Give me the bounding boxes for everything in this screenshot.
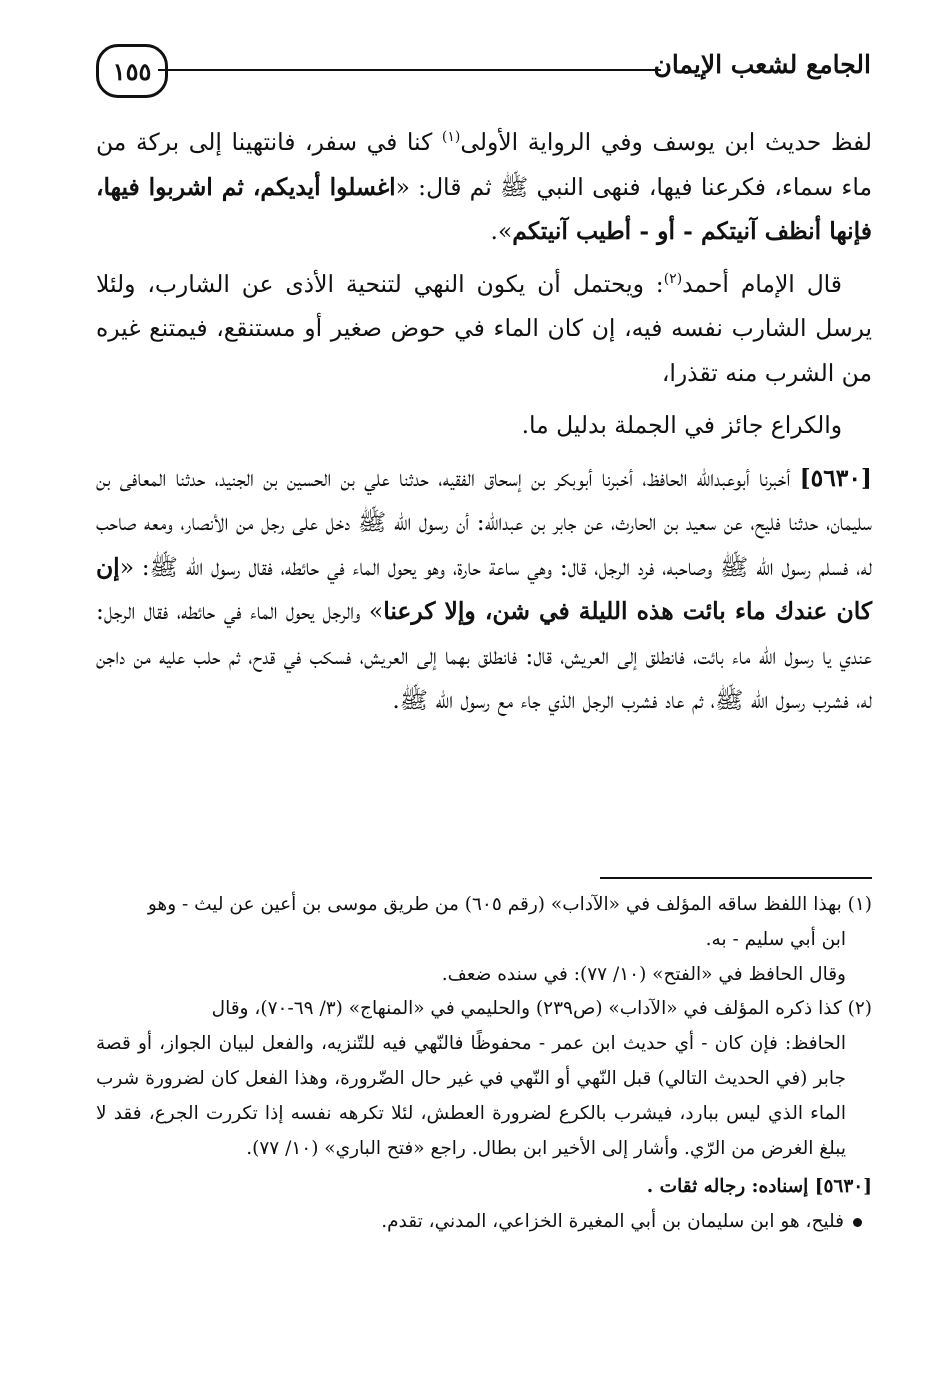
footnote-ref-2[interactable]: (٢) xyxy=(663,270,683,287)
footnote-2-line-1: (٢) كذا ذكره المؤلف في «الآداب» (ص٢٣٩) والحليمي في «المنهاج» (٣/ ٦٩-٧٠)، وقال xyxy=(211,998,872,1020)
book-title: الجامع لشعب الإيمان xyxy=(653,50,871,79)
bullet-icon xyxy=(853,1218,862,1227)
paragraph-4 xyxy=(96,456,872,723)
running-header xyxy=(96,44,871,108)
p1-text-a: لفظ حديث ابن يوسف وفي الرواية الأولى xyxy=(460,128,872,156)
page-number xyxy=(96,44,168,98)
footnote-1-line-2: ابن أبي سليم - به. xyxy=(705,928,846,950)
p4-text-a: أخبرنا أبوعبدالله الحافظ، أخبرنا أبوبكر بن إسحاق الفقيه، حدثنا علي بن الحسين بن الجنيد، حدثنا المعافى بن سليمان، حدثنا فليح، عن سعيد بن الحارث، عن جابر بن عبدالله: أن رسول الله ﷺ دخل على رجل من الأنصار، ومعه صاحب له، فسلم رسول الله ﷺ وصاحبه، فرد الرجل، قال: وهي ساعة حارة، وهو يحول الماء في حائطه، فقال رسول الله ﷺ: « xyxy=(96,463,872,581)
footnote-1-note: وقال الحافظ في «الفتح» (١٠/ ٧٧): في سنده ضعف. xyxy=(441,963,846,985)
paragraph-1 xyxy=(96,120,872,254)
footnote-1-line-1: (١) بهذا اللفظ ساقه المؤلف في «الآداب» (رقم ٦٠٥) من طريق موسى بن أعين عن ليث - وهو xyxy=(147,894,872,915)
p4-hadith-quote: إن كان عندك ماء بائت هذه الليلة في شن، وإلا كرعنا xyxy=(96,552,872,625)
isnad-grading: [٥٦٣٠] إسناده: رجاله ثقات . xyxy=(646,1176,872,1198)
main-text xyxy=(96,120,872,731)
footnote-2-body: الحافظ: فإن كان - أي حديث ابن عمر - محفوظًا فالنّهي فيه للتّنزيه، والفعل لبيان الجواز، أو قصة جابر (في الحديث التالي) قبل النّهي أو النّهي في غير حال الضّرورة، وهذا الفعل كان لضرورة شرب الماء الذي ليس ببارد، فيشرب بالكرع لضرورة العطش، لئلا تكرهه نفسه إذا تكررت الجرع، فقد لا يبلغ الغرض من الرّي. وأشار إلى الأخير ابن بطال. راجع «فتح الباري» (١٠/ ٧٧). xyxy=(96,1033,846,1159)
header-rule xyxy=(158,69,661,71)
paragraph-2 xyxy=(96,262,872,396)
p2-text-b: : ويحتمل أن يكون النهي لتنحية الأذى عن الشارب، ولئلا يرسل الشارب نفسه فيه، إن كان الماء في حوض صغير أو مستنقع، فيمتنع غيره من الشرب منه تقذرا، xyxy=(96,269,872,387)
p2-text-a: قال الإمام أحمد xyxy=(682,269,842,298)
narrator-note xyxy=(96,1205,872,1240)
hadith-number: [٥٦٣٠] xyxy=(799,463,872,492)
p1-text-b: كنا في سفر، فانتهينا إلى بركة من ماء سماء، فكرعنا فيها، فنهى النبي ﷺ ثم قال: « xyxy=(96,128,873,201)
p4-text-b: » والرجل يحول الماء في حائطه، فقال الرجل: عندي يا رسول الله ماء بائت، فانطلق إلى العريش، قال: فانطلق بهما إلى العريش، فسكب في قدح، ثم حلب عليه من داجن له، فشرب رسول الله ﷺ، ثم عاد فشرب الرجل الذي جاء مع رسول الله ﷺ. xyxy=(96,597,872,714)
p1-text-c: ». xyxy=(490,217,513,245)
page-number-label: ١٥٥ xyxy=(112,56,152,86)
footnotes xyxy=(96,888,872,1240)
footnote-separator xyxy=(600,877,872,879)
footnote-ref-1[interactable]: (١) xyxy=(441,129,461,146)
p1-hadith-quote: اغسلوا أيديكم، ثم اشربوا فيها، فإنها أنظف آنيتكم - أو - أطيب آنيتكم xyxy=(96,172,872,245)
paragraph-3: والكراع جائز في الجملة بدليل ما. xyxy=(521,411,842,439)
narrator-note-text: فليح، هو ابن سليمان بن أبي المغيرة الخزاعي، المدني، تقدم. xyxy=(381,1211,844,1233)
